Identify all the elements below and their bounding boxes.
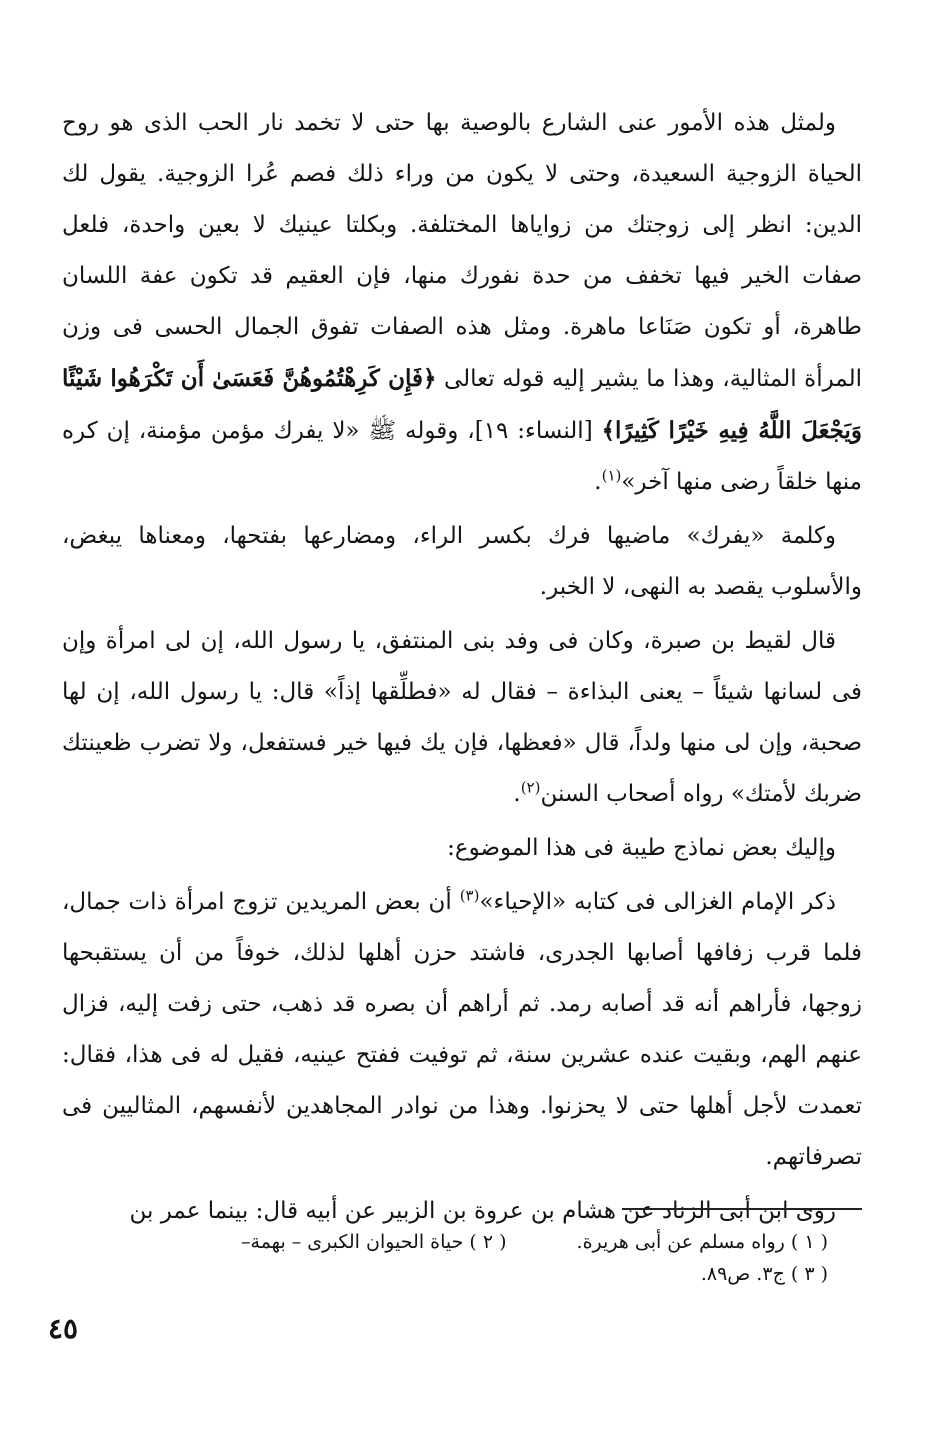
paragraph-1 (62, 98, 862, 508)
paragraph-2 (62, 511, 862, 613)
paragraph-3-text: قال لقيط بن صبرة، وكان فى وفد بنى المنتفق، يا رسول الله، إن لى امرأة وإن فى لسانها شيئاً – يعنى البذاءة – فقال له «فطلِّقها إذاً» قال: يا رسول الله، إن لها صحبة، وإن لى منها ولداً، قال «فعظها، فإن يك فيها خير فستفعل، ولا تضرب ظعينتك ضربك لأمتك» رواه أصحاب السنن (62, 628, 862, 807)
footnote-ref-2: (٢) (520, 778, 541, 797)
paragraph-2-text: وكلمة «يفرك» ماضيها فرك بكسر الراء، ومضارعها بفتحها، ومعناها يبغض، والأسلوب يقصد به النهى، لا الخبر. (62, 523, 862, 600)
footnote-row-1 (168, 1226, 828, 1258)
paragraph-1-continuation: [النساء: ١٩]، وقوله ﷺ «لا يفرك مؤمن مؤمنة، إن كره منها خلقاً رضى منها آخر» (62, 418, 862, 495)
footnote-ref-3: (٣) (459, 886, 480, 905)
paragraph-5-text: ذكر الإمام الغزالى فى كتابه «الإحياء» (479, 889, 836, 915)
page-number: ٤٥ (48, 1312, 79, 1345)
footnotes (168, 1226, 828, 1290)
footnote-1: ( ١ ) رواه مسلم عن أبى هريرة. (576, 1231, 828, 1253)
paragraph-4 (62, 823, 862, 874)
paragraph-3-end: . (513, 781, 521, 807)
paragraph-4-text: وإليك بعض نماذج طيبة فى هذا الموضوع: (447, 835, 836, 861)
footnote-ref-1: (١) (601, 466, 622, 485)
paragraph-5 (62, 877, 862, 1183)
footnote-row-2 (168, 1258, 828, 1290)
footnote-divider (622, 1208, 862, 1210)
paragraph-3 (62, 616, 862, 820)
paragraph-1-end: . (594, 469, 602, 495)
quran-verse: ﴿فَإِن كَرِهْتُمُوهُنَّ فَعَسَىٰ أَن تَكْرَهُوا شَيْئًا وَيَجْعَلَ اللَّهُ فِيهِ خَيْرًا كَثِيرًا﴾ (62, 365, 862, 444)
footnote-3: ( ٣ ) ج٣. ص٨٩. (700, 1263, 828, 1285)
main-text (62, 98, 862, 1240)
footnote-2: ( ٢ ) حياة الحيوان الكبرى – بهمة– (241, 1231, 507, 1253)
paragraph-6-text: روى ابن أبى الزناد عن هشام بن عروة بن الزبير عن أبيه قال: بينما عمر بن (129, 1198, 836, 1224)
paragraph-5-continuation: أن بعض المريدين تزوج امرأة ذات جمال، فلما قرب زفافها أصابها الجدرى، فاشتد حزن أهلها لذلك، خوفاً من أن يستقبحها زوجها، فأراهم أنه قد أصابه رمد. ثم أراهم أن بصره قد ذهب، حتى زفت إليه، فزال عنهم الهم، وبقيت عنده عشرين سنة، ثم توفيت ففتح عينيه، فقيل له فى هذا، فقال: تعمدت لأجل أهلها حتى لا يحزنوا. وهذا من نوادر المجاهدين لأنفسهم، المثاليين فى تصرفاتهم. (62, 889, 862, 1170)
paragraph-1-text: ولمثل هذه الأمور عنى الشارع بالوصية بها حتى لا تخمد نار الحب الذى هو روح الحياة الزوجية السعيدة، وحتى لا يكون من وراء ذلك فصم عُرا الزوجية. يقول لك الدين: انظر إلى زوجتك من زواياها المختلفة. وبكلتا عينيك لا بعين واحدة، فلعل صفات الخير فيها تخفف من حدة نفورك منها، فإن العقيم قد تكون عفة اللسان طاهرة، أو تكون صَنَاعا ماهرة. ومثل هذه الصفات تفوق الجمال الحسى فى وزن المرأة المثالية، وهذا ما يشير إليه قوله تعالى (62, 110, 862, 392)
